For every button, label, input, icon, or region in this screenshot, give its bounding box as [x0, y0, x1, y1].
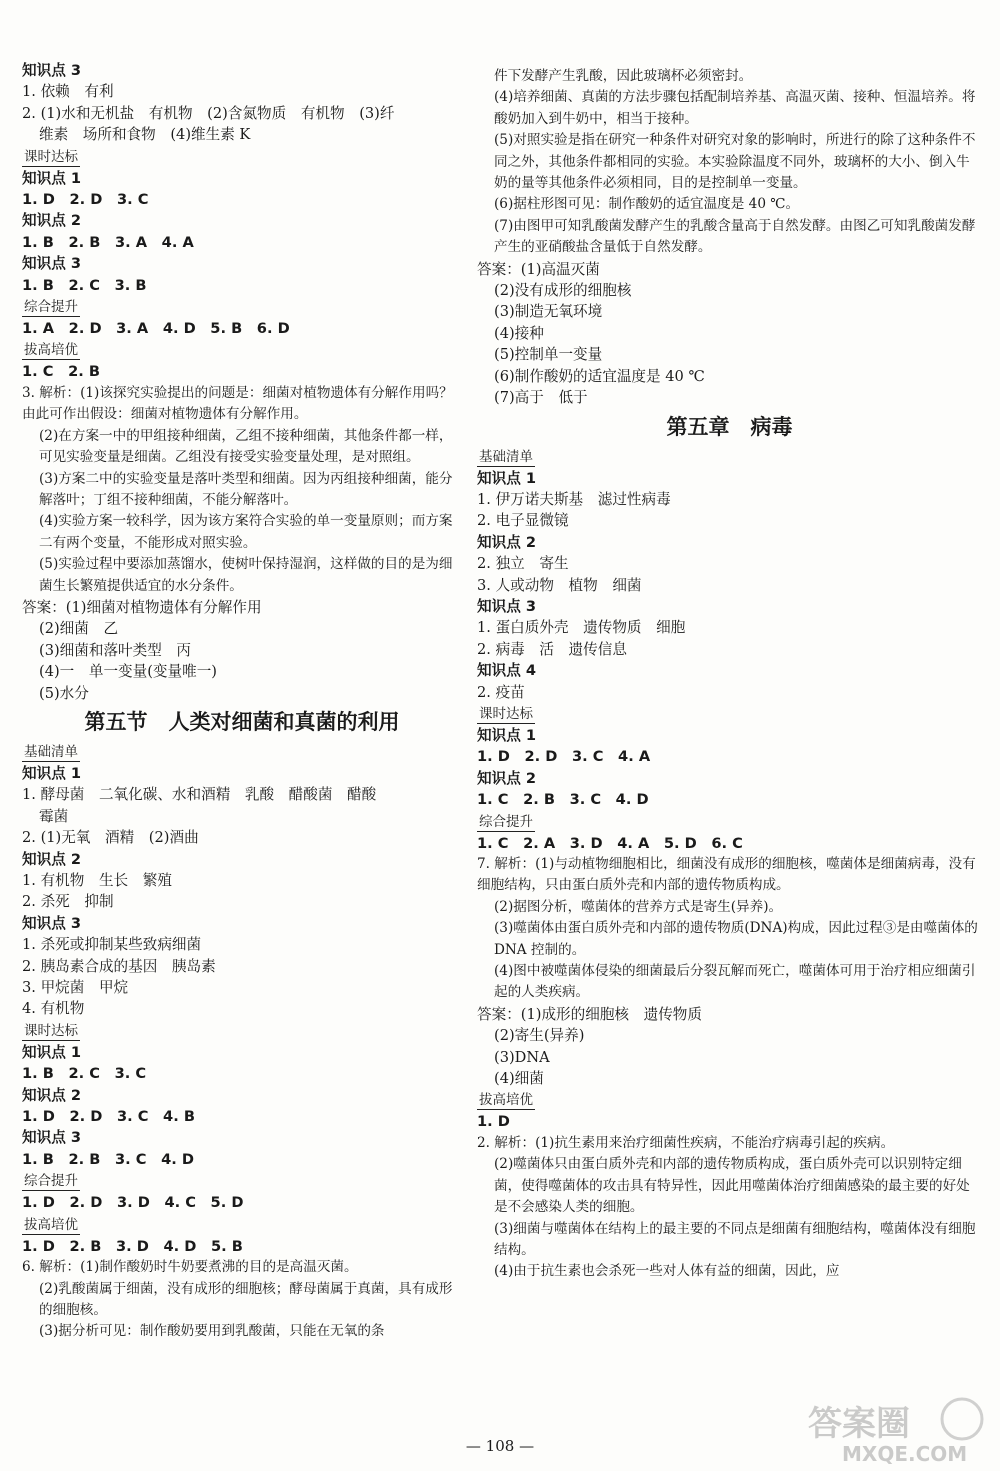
section-label: 基础清单 — [24, 743, 78, 760]
answer-line: 3. 人或动物 植物 细菌 — [477, 576, 642, 594]
explanation-paragraph: 7. 解析：(1)与动植物细胞相比，细菌没有成形的细胞核，噬菌体是细菌病毒，没有细胞结构，只由蛋白质外壳和内部的遗传物质构成。 — [477, 856, 976, 894]
answer-line: (4)接种 — [494, 324, 544, 342]
explanation-paragraph: 2. 解析：(1)抗生素用来治疗细菌性疾病，不能治疗病毒引起的疾病。 — [477, 1134, 895, 1151]
answer-line: 1. B 2. C 3. C — [22, 1065, 147, 1083]
explanation-paragraph: (2)在方案一中的甲组接种细菌，乙组不接种细菌，其他条件都一样，可见实验变量是细菌。乙组没有接受实验变量处理，是对照组。 — [39, 427, 453, 466]
answer-line: 1. D 2. D 3. C 4. B — [22, 1108, 195, 1126]
section-label: 课时达标 — [24, 1022, 78, 1039]
section-label-row — [477, 811, 982, 833]
answer-line: 知识点 1 — [22, 1043, 82, 1061]
answer-line: 知识点 1 — [22, 169, 82, 187]
explanation-paragraph: (4)实验方案一较科学，因为该方案符合实验的单一变量原则；而方案二有两个变量，不能形成对照实验。 — [39, 513, 453, 551]
answer-line: (2)没有成形的细胞核 — [494, 282, 632, 300]
explanation-paragraph: (3)噬菌体由蛋白质外壳和内部的遗传物质(DNA)构成，因此过程③是由噬菌体的 DNA 控制的。 — [494, 920, 978, 958]
answer-line: 1. 有机物 生长 繁殖 — [22, 872, 172, 889]
answer-line: 知识点 4 — [477, 662, 537, 680]
explanation-paragraph: (4)培养细菌、真菌的方法步骤包括配制培养基、高温灭菌、接种、恒温培养。将酸奶加入到牛奶中，相当于接种。 — [494, 89, 976, 127]
section-label-row — [22, 1020, 462, 1042]
explanation-paragraph: (7)由图甲可知乳酸菌发酵产生的乳酸含量高于自然发酵。由图乙可知乳酸菌发酵产生的亚硝酸盐含量低于自然发酵。 — [494, 217, 976, 256]
answer-line: 2. 疫苗 — [477, 683, 525, 701]
answer-line: (5)控制单一变量 — [494, 346, 603, 364]
answer-line: 2. 病毒 活 遗传信息 — [477, 640, 627, 658]
right-column — [477, 66, 982, 1283]
answer-line: 1. C 2. B 3. C 4. D — [477, 791, 649, 809]
answer-line: 知识点 2 — [22, 850, 82, 868]
explanation-paragraph: 3. 解析：(1)该探究实验提出的问题是：细菌对植物遗体有分解作用吗？由此可作出假设：细菌对植物遗体有分解作用。 — [22, 384, 453, 423]
explanation-paragraph: 件下发酵产生乳酸，因此玻璃杯必须密封。 — [494, 68, 753, 84]
answer-line: 2. 独立 寄生 — [477, 555, 569, 573]
section-label: 课时达标 — [479, 705, 533, 722]
explanation-paragraph: (6)据柱形图可见：制作酸奶的适宜温度是 40 ℃。 — [494, 196, 800, 213]
answer-line: 知识点 2 — [477, 533, 537, 551]
section-label: 课时达标 — [24, 148, 78, 165]
section-label: 综合提升 — [24, 299, 78, 316]
section-label-row — [22, 741, 462, 763]
section-label: 综合提升 — [24, 1173, 78, 1190]
section-label: 拔高培优 — [24, 1216, 78, 1233]
answer-line: 知识点 2 — [22, 1086, 82, 1104]
answer-line: (3)制造无氧环境 — [494, 303, 603, 321]
answer-line: (3)DNA — [494, 1048, 550, 1066]
section-label-row — [477, 446, 982, 468]
answer-line: 1. D 2. D 3. C — [22, 191, 149, 209]
section-label: 基础清单 — [479, 448, 533, 465]
answer-summary: 答案：(1)细菌对植物遗体有分解作用 — [22, 598, 262, 616]
answer-line: 2. (1)无氧 酒精 (2)酒曲 — [22, 829, 199, 847]
answer-line: 1. C 2. A 3. D 4. A 5. D 6. C — [477, 834, 743, 852]
explanation-paragraph: (2)据图分析，噬菌体的营养方式是寄生(异养)。 — [494, 898, 783, 915]
answer-line: (4)细菌 — [494, 1070, 544, 1088]
explanation-paragraph: (4)由于抗生素也会杀死一些对人体有益的细菌，因此，应 — [494, 1263, 840, 1280]
answer-summary: 答案：(1)成形的细胞核 遗传物质 — [477, 1005, 702, 1023]
section-label-row — [22, 296, 462, 318]
answer-line: (7)高于 低于 — [494, 389, 588, 407]
answer-line: 知识点 2 — [477, 769, 537, 787]
watermark-text-cn: 答案圈 — [808, 1404, 910, 1444]
section-label-row — [22, 146, 462, 168]
answer-line: 1. B 2. B 3. A 4. A — [22, 233, 194, 251]
answer-line: 知识点 3 — [22, 914, 82, 932]
answer-line: 2. 电子显微镜 — [477, 512, 569, 530]
section-label: 综合提升 — [479, 813, 533, 830]
answer-line: 知识点 1 — [22, 764, 82, 782]
answer-line: 1. 杀死或抑制某些致病细菌 — [22, 936, 202, 954]
answer-line: 知识点 3 — [22, 1129, 82, 1147]
watermark-text-en: MXQE.COM — [842, 1442, 968, 1466]
answer-line: 维素 场所和食物 (4)维生素 K — [39, 126, 251, 144]
explanation-paragraph: 6. 解析：(1)制作酸奶时牛奶要煮沸的目的是高温灭菌。 — [22, 1259, 358, 1276]
answer-line: 1. B 2. C 3. B — [22, 276, 147, 294]
answer-line: 知识点 2 — [22, 212, 82, 230]
left-column — [22, 60, 462, 1343]
section-label: 拔高培优 — [479, 1092, 533, 1109]
explanation-paragraph: (2)乳酸菌属于细菌，没有成形的细胞核；酵母菌属于真菌，具有成形的细胞核。 — [39, 1280, 453, 1318]
answer-line: (3)细菌和落叶类型 丙 — [39, 641, 192, 659]
section-label: 拔高培优 — [24, 342, 78, 359]
answer-line: 1. 依赖 有利 — [22, 83, 114, 101]
watermark-logo — [802, 1395, 992, 1467]
answer-line: 2. (1)水和无机盐 有机物 (2)含氮物质 有机物 (3)纤 — [22, 104, 395, 122]
answer-line: 1. D — [477, 1113, 510, 1131]
answer-line: 知识点 1 — [477, 726, 537, 744]
answer-line: 知识点 1 — [477, 469, 537, 487]
section-label-row — [477, 703, 982, 725]
answer-line: 1. 伊万诺夫斯基 滤过性病毒 — [477, 490, 671, 508]
answer-line: 1. D 2. D 3. C 4. A — [477, 748, 651, 766]
section-label-row — [22, 339, 462, 361]
explanation-paragraph: (3)方案二中的实验变量是落叶类型和细菌。因为丙组接种细菌，能分解落叶；丁组不接种细菌，不能分解落叶。 — [39, 470, 453, 508]
page-number: — 108 — — [465, 1437, 535, 1455]
answer-summary: 答案：(1)高温灭菌 — [477, 260, 600, 278]
chapter-heading: 第五章 病毒 — [666, 414, 793, 439]
explanation-paragraph: (2)噬菌体只由蛋白质外壳和内部的遗传物质构成，蛋白质外壳可以识别特定细菌，使得噬菌体的攻击具有特异性，因此用噬菌体治疗细菌感染的最主要的好处是不会感染人类的细胞。 — [494, 1156, 970, 1216]
answer-line: (2)细菌 乙 — [39, 620, 119, 638]
answer-line: 2. 胰岛素合成的基因 胰岛素 — [22, 957, 216, 975]
section-label-row — [22, 1214, 462, 1236]
explanation-paragraph: (3)细菌与噬菌体在结构上的最主要的不同点是细菌有细胞结构，噬菌体没有细胞结构。 — [494, 1220, 976, 1258]
chapter-heading: 第五节 人类对细菌和真菌的利用 — [84, 709, 400, 734]
answer-line: 知识点 3 — [477, 597, 537, 615]
answer-line: (6)制作酸奶的适宜温度是 40 ℃ — [494, 367, 705, 385]
answer-line: (5)水分 — [39, 684, 89, 702]
answer-line: 2. 杀死 抑制 — [22, 893, 114, 911]
answer-line: 霉菌 — [39, 807, 69, 825]
section-label-row — [22, 1170, 462, 1192]
answer-line: 1. B 2. B 3. C 4. D — [22, 1150, 194, 1168]
answer-line: 1. A 2. D 3. A 4. D 5. B 6. D — [22, 320, 290, 338]
answer-line: 1. D 2. D 3. D 4. C 5. D — [22, 1194, 244, 1212]
answer-line: (2)寄生(异养) — [494, 1027, 585, 1045]
explanation-paragraph: (5)实验过程中要添加蒸馏水，使树叶保持湿润，这样做的目的是为细菌生长繁殖提供适宜的水分条件。 — [39, 556, 453, 594]
explanation-paragraph: (3)据分析可见：制作酸奶要用到乳酸菌，只能在无氧的条 — [39, 1323, 385, 1340]
section-label-row — [477, 1089, 982, 1111]
answer-line: 4. 有机物 — [22, 1000, 85, 1018]
explanation-paragraph: (4)图中被噬菌体侵染的细菌最后分裂瓦解而死亡，噬菌体可用于治疗相应细菌引起的人类疾病。 — [494, 963, 976, 1001]
answer-line: 1. C 2. B — [22, 363, 100, 381]
answer-line: 1. 酵母菌 二氧化碳、水和酒精 乳酸 醋酸菌 醋酸 — [22, 786, 377, 804]
answer-line: 3. 甲烷菌 甲烷 — [22, 979, 129, 997]
answer-line: (4)一 单一变量(变量唯一) — [39, 663, 217, 681]
answer-line: 知识点 3 — [22, 255, 82, 273]
answer-line: 1. 蛋白质外壳 遗传物质 细胞 — [477, 619, 686, 637]
answer-line: 1. D 2. B 3. D 4. D 5. B — [22, 1237, 243, 1255]
explanation-paragraph: (5)对照实验是指在研究一种条件对研究对象的影响时，所进行的除了这种条件不同之外，其他条件都相同的实验。本实验除温度不同外，玻璃杯的大小、倒入牛奶的量等其他条件必须相同，目的是控制单一变量。 — [494, 132, 976, 192]
answer-line: 知识点 3 — [22, 62, 82, 79]
